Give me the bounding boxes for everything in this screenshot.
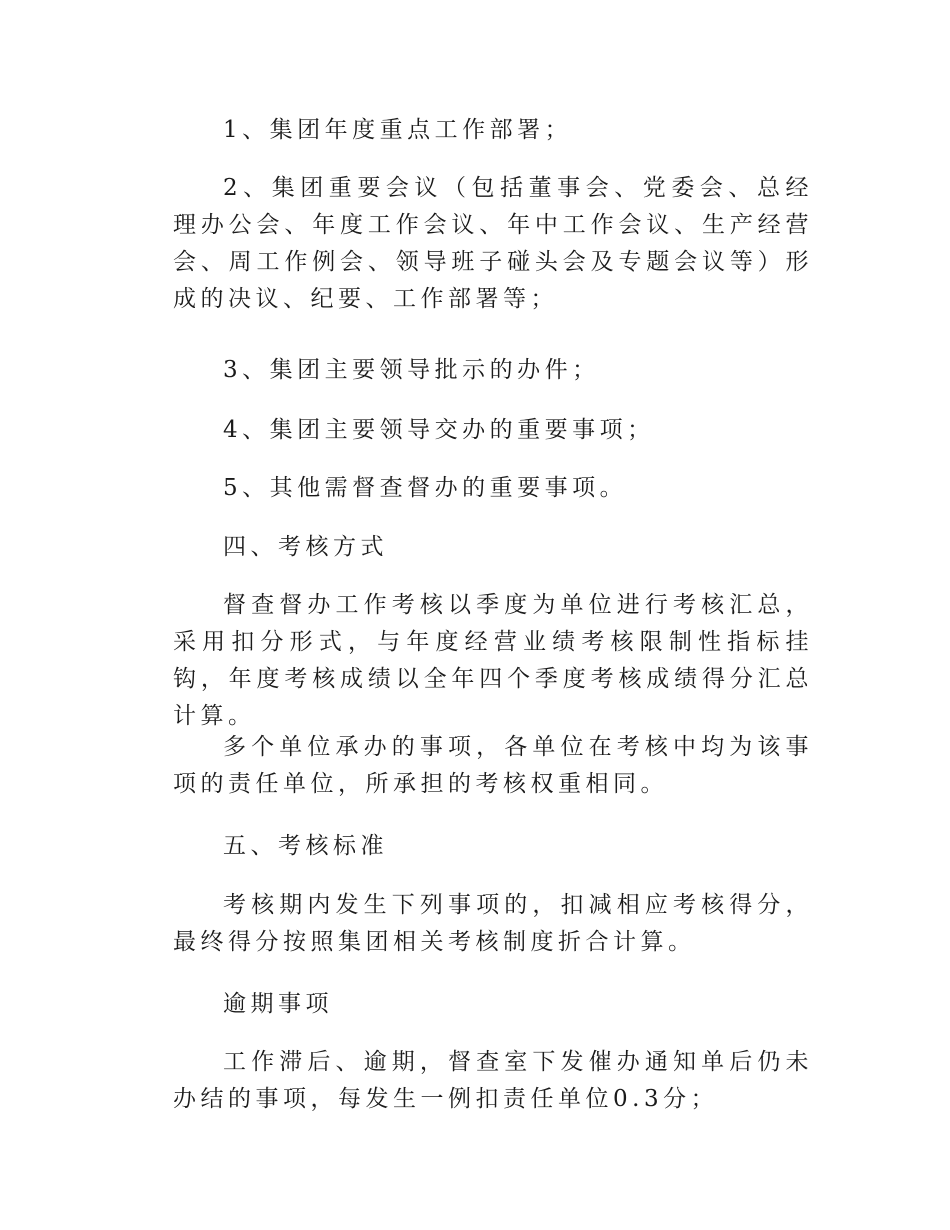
list-item-2: 2、集团重要会议（包括董事会、党委会、总经理办公会、年度工作会议、年中工作会议、生产经营会、周工作例会、领导班子碰头会及专题会议等）形成的决议、纪要、工作部署等； <box>173 175 813 312</box>
paragraph-multiple-units: 多个单位承办的事项，各单位在考核中均为该事项的责任单位，所承担的考核权重相同。 <box>173 734 813 797</box>
paragraph-overdue-items: 工作滞后、逾期，督查室下发催办通知单后仍未办结的事项，每发生一例扣责任单位0.3分； <box>173 1049 813 1112</box>
paragraph-assessment-method: 督查督办工作考核以季度为单位进行考核汇总，采用扣分形式，与年度经营业绩考核限制性指标挂钩，年度考核成绩以全年四个季度考核成绩得分汇总计算。 <box>173 592 813 729</box>
section-heading-assessment-method: 四、考核方式 <box>223 534 388 560</box>
subheading-overdue-items: 逾期事项 <box>223 991 333 1017</box>
list-item-5: 5、其他需督查督办的重要事项。 <box>223 475 628 501</box>
section-heading-assessment-standard: 五、考核标准 <box>223 833 388 859</box>
list-item-3: 3、集团主要领导批示的办件； <box>223 357 600 383</box>
list-item-4: 4、集团主要领导交办的重要事项； <box>223 417 655 443</box>
list-item-1: 1、集团年度重点工作部署； <box>223 117 573 143</box>
paragraph-assessment-standard: 考核期内发生下列事项的，扣减相应考核得分，最终得分按照集团相关考核制度折合计算。 <box>173 892 813 955</box>
